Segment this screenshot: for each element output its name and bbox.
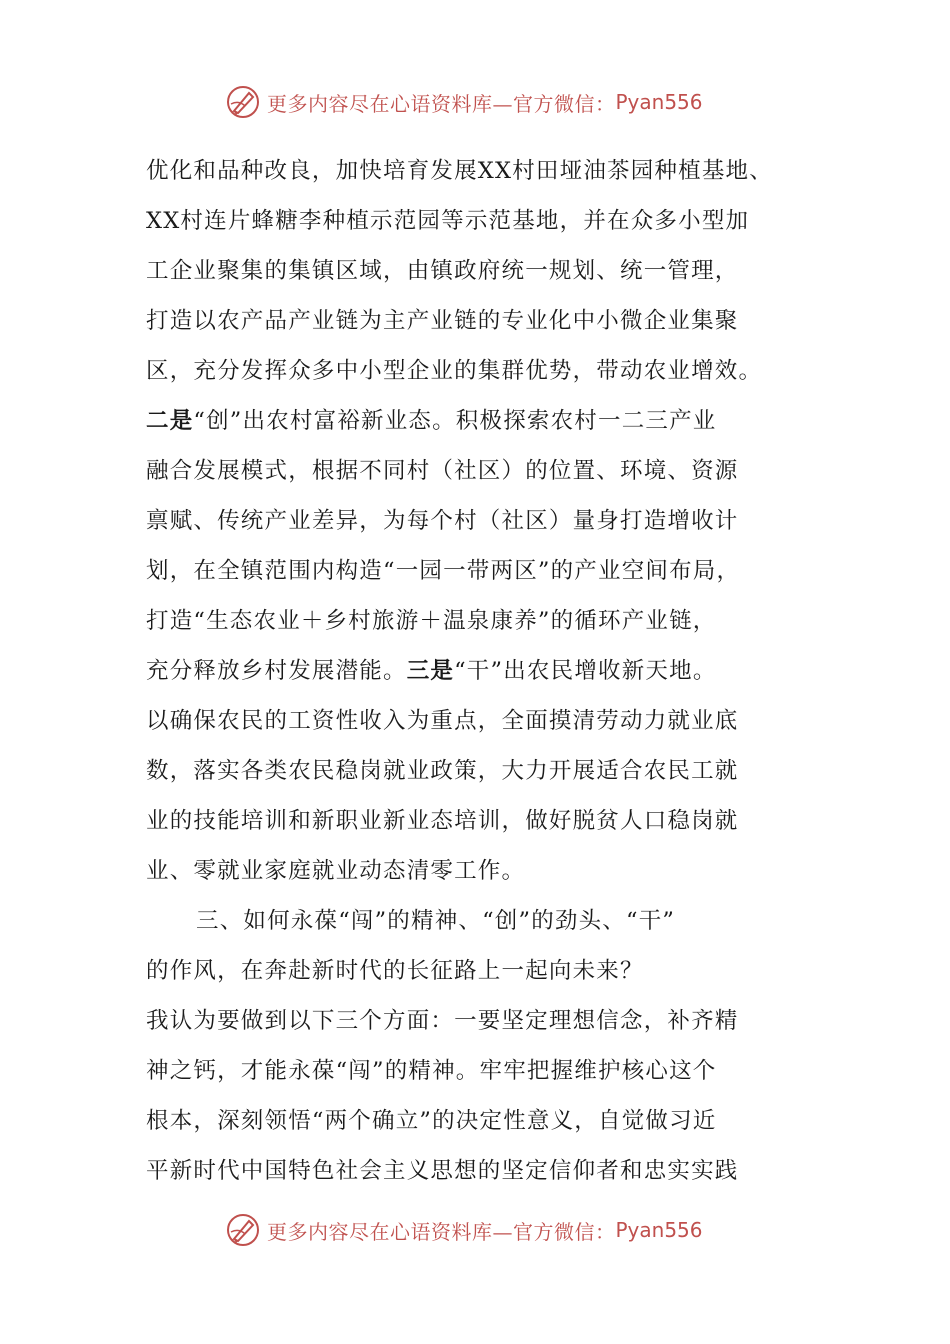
text-line: [146, 946, 814, 996]
footer-banner: [225, 1210, 703, 1250]
text-line: [146, 896, 814, 946]
text-line: [146, 446, 814, 496]
text-segment: 根本，深刻领悟“两个确立”的决定性意义，自觉做习近: [146, 1108, 717, 1134]
text-segment: 的作风，在奔赴新时代的长征路上一起向未来？: [146, 958, 644, 984]
text-segment: 我认为要做到以下三个方面：一要坚定理想信念，补齐精: [146, 1008, 739, 1034]
text-line: [146, 296, 814, 346]
header-banner: [225, 82, 703, 122]
text-line: [146, 346, 814, 396]
text-line: [146, 796, 814, 846]
text-line: [146, 1146, 814, 1196]
header-banner-text: 更多内容尽在心语资料库—官方微信：: [267, 91, 616, 116]
text-line: [146, 1096, 814, 1146]
text-segment: 充分释放乡村发展潜能。: [146, 658, 407, 684]
text-segment: 区，充分发挥众多中小型企业的集群优势，带动农业增效。: [146, 358, 763, 384]
text-segment: 平新时代中国特色社会主义思想的坚定信仰者和忠实实践: [146, 1158, 739, 1184]
text-segment: 工企业聚集的集镇区域，由镇政府统一规划、统一管理，: [146, 258, 739, 284]
text-line: [146, 396, 814, 446]
text-segment: 打造以农产品产业链为主产业链的专业化中小微企业集聚: [146, 308, 739, 334]
text-segment: 数，落实各类农民稳岗就业政策，大力开展适合农民工就: [146, 758, 739, 784]
text-segment: “创”出农村富裕新业态。积极探索农村一二三产业: [193, 408, 717, 434]
text-segment: 禀赋、传统产业差异，为每个村（社区）量身打造增收计: [146, 508, 739, 534]
text-line: [146, 496, 814, 546]
footer-wechat-id: Pyan556: [615, 1218, 703, 1242]
text-segment: “干”出农民增收新天地。: [454, 658, 717, 684]
text-segment: 融合发展模式，根据不同村（社区）的位置、环境、资源: [146, 458, 739, 484]
pen-logo-icon: [225, 1212, 261, 1248]
text-line: [146, 1046, 814, 1096]
text-segment: 划，在全镇范围内构造“一园一带两区”的产业空间布局，: [146, 558, 741, 584]
text-line: [146, 596, 814, 646]
footer-banner-text: 更多内容尽在心语资料库—官方微信：: [267, 1219, 616, 1244]
text-line: [146, 246, 814, 296]
text-segment: 神之钙，才能永葆“闯”的精神。牢牢把握维护核心这个: [146, 1058, 717, 1084]
text-line: [146, 746, 814, 796]
text-segment: 打造“生态农业＋乡村旅游＋温泉康养”的循环产业链，: [146, 608, 717, 634]
text-segment: XX村连片蜂糖李种植示范园等示范基地，并在众多小型加: [146, 208, 750, 234]
text-line: [146, 146, 814, 196]
text-segment: 优化和品种改良，加快培育发展XX村田垭油茶园种植基地、: [146, 158, 773, 184]
text-line: [146, 546, 814, 596]
text-line: [146, 646, 814, 696]
text-segment: 三、如何永葆“闯”的精神、“创”的劲头、“干”: [196, 908, 676, 934]
text-segment: 以确保农民的工资性收入为重点，全面摸清劳动力就业底: [146, 708, 739, 734]
bold-lead-phrase: 三是: [406, 658, 455, 684]
bold-lead-phrase: 二是: [146, 408, 194, 434]
document-body: [146, 146, 814, 1196]
pen-logo-icon: [225, 84, 261, 120]
text-line: [146, 996, 814, 1046]
text-line: [146, 846, 814, 896]
text-segment: 业、零就业家庭就业动态清零工作。: [146, 858, 526, 884]
text-line: [146, 196, 814, 246]
text-line: [146, 696, 814, 746]
header-wechat-id: Pyan556: [615, 90, 703, 114]
text-segment: 业的技能培训和新职业新业态培训，做好脱贫人口稳岗就: [146, 808, 739, 834]
